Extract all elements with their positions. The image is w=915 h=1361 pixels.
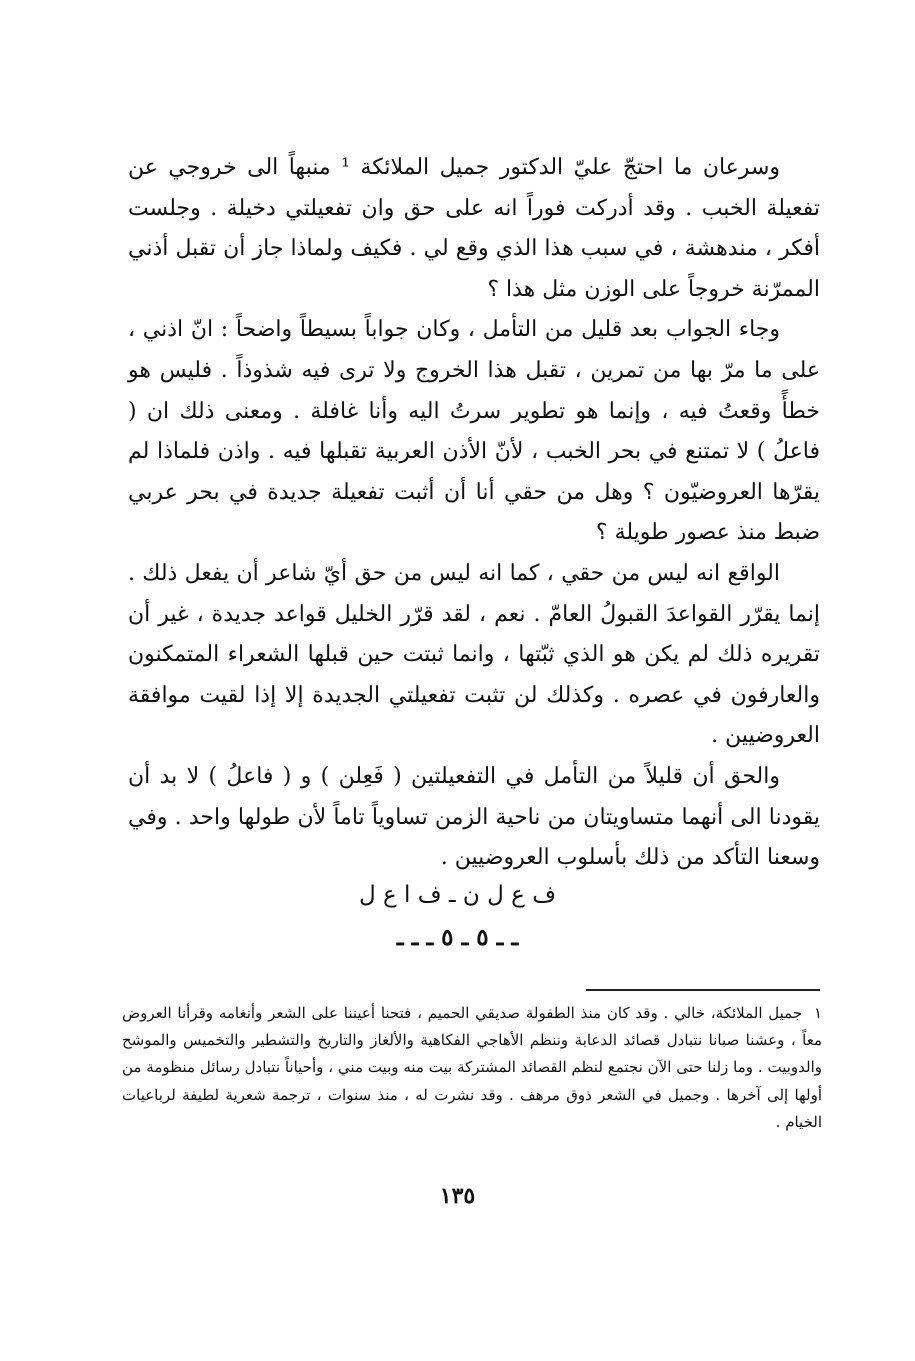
scansion-letters: ف ع ل ن ـ ف ا ع ل	[358, 882, 557, 908]
paragraph-1: وسرعان ما احتجّ عليّ الدكتور جميل الملائكة ¹ منبهاً الى خروجي عن تفعيلة الخبب . وقد أدركت فوراً انه على حق وان تفعيلتي دخيلة . وجلست أفكر ، مندهشة ، في سبب هذا الذي وقع لي . فكيف ولماذا جاز أن تقبل أذني الممرّنة خروجاً على الوزن مثل هذا ؟	[128, 155, 820, 302]
footnote-number: ١	[813, 1004, 822, 1022]
paragraph-4: والحق أن قليلاً من التأمل في التفعيلتين ( فَعِلن ) و ( فاعلُ ) لا بد أن يقودنا الى أنهما متساويتان من ناحية الزمن تساوياً تاماً لأن طولها واحد . وفي وسعنا التأكد من ذلك بأسلوب العروضيين .	[128, 763, 820, 871]
page-number: ١٣٥	[439, 1183, 476, 1209]
paragraph-3: الواقع انه ليس من حقي ، كما انه ليس من حق أيّ شاعر أن يفعل ذلك . إنما يقرّر القواعدَ القبولُ العامّ . نعم ، لقد قرّر الخليل قواعد جديدة ، غير أن تقريره ذلك لم يكن هو الذي ثبّتها ، وانما ثبتت حين قبلها الشعراء المتمكنون والعارفون في عصره . وكذلك لن تثبت تفعيلتي الجديدة إلا إذا لقيت موافقة العروضيين .	[128, 560, 820, 749]
main-text	[128, 148, 820, 879]
footnote-divider	[586, 989, 820, 991]
footnote	[122, 1000, 822, 1136]
footnote-text: جميل الملائكة، خالي . وقد كان منذ الطفولة صديقي الحميم ، فتحنا أعيننا على الشعر وأنغامه وقرأنا العروض معاً ، وعشنا صبانا نتبادل قصائد الدعابة وننظم الأهاجي الفكاهية والألغاز والتاريخ والتشطير والتخميس والموشح والدوبيت . وما زلنا حتى الآن نجتمع لنظم القصائد المشتركة بيت منه وبيت مني ، وأحياناً نتبادل رسائل منظومة من أولها إلى آخرها . وجميل في الشعر ذوق مرهف . وقد نشرت له ، منذ سنوات ، ترجمة شعرية لطيفة لرباعيات الخيام .	[122, 1004, 822, 1131]
paragraph-2: وجاء الجواب بعد قليل من التأمل ، وكان جواباً بسيطاً واضحاً : انّ اذني ، على ما مرّ بها من تمرين ، تقبل هذا الخروج ولا ترى فيه شذوذاً . فليس هو خطأً وقعتُ فيه ، وإنما هو تطوير سرتُ اليه وأنا غافلة . ومعنى ذلك ان ( فاعلُ ) لا تمتنع في بحر الخبب ، لأنّ الأذن العربية تقبلها فيه . واذن فلماذا لم يقرّها العروضيّون ؟ وهل من حقي أنا أن أثبت تفعيلة جديدة في بحر عربي ضبط منذ عصور طويلة ؟	[128, 317, 820, 546]
scansion-marks: ـ ـ ٥ ـ ٥ ـ ـ ـ	[396, 924, 519, 951]
